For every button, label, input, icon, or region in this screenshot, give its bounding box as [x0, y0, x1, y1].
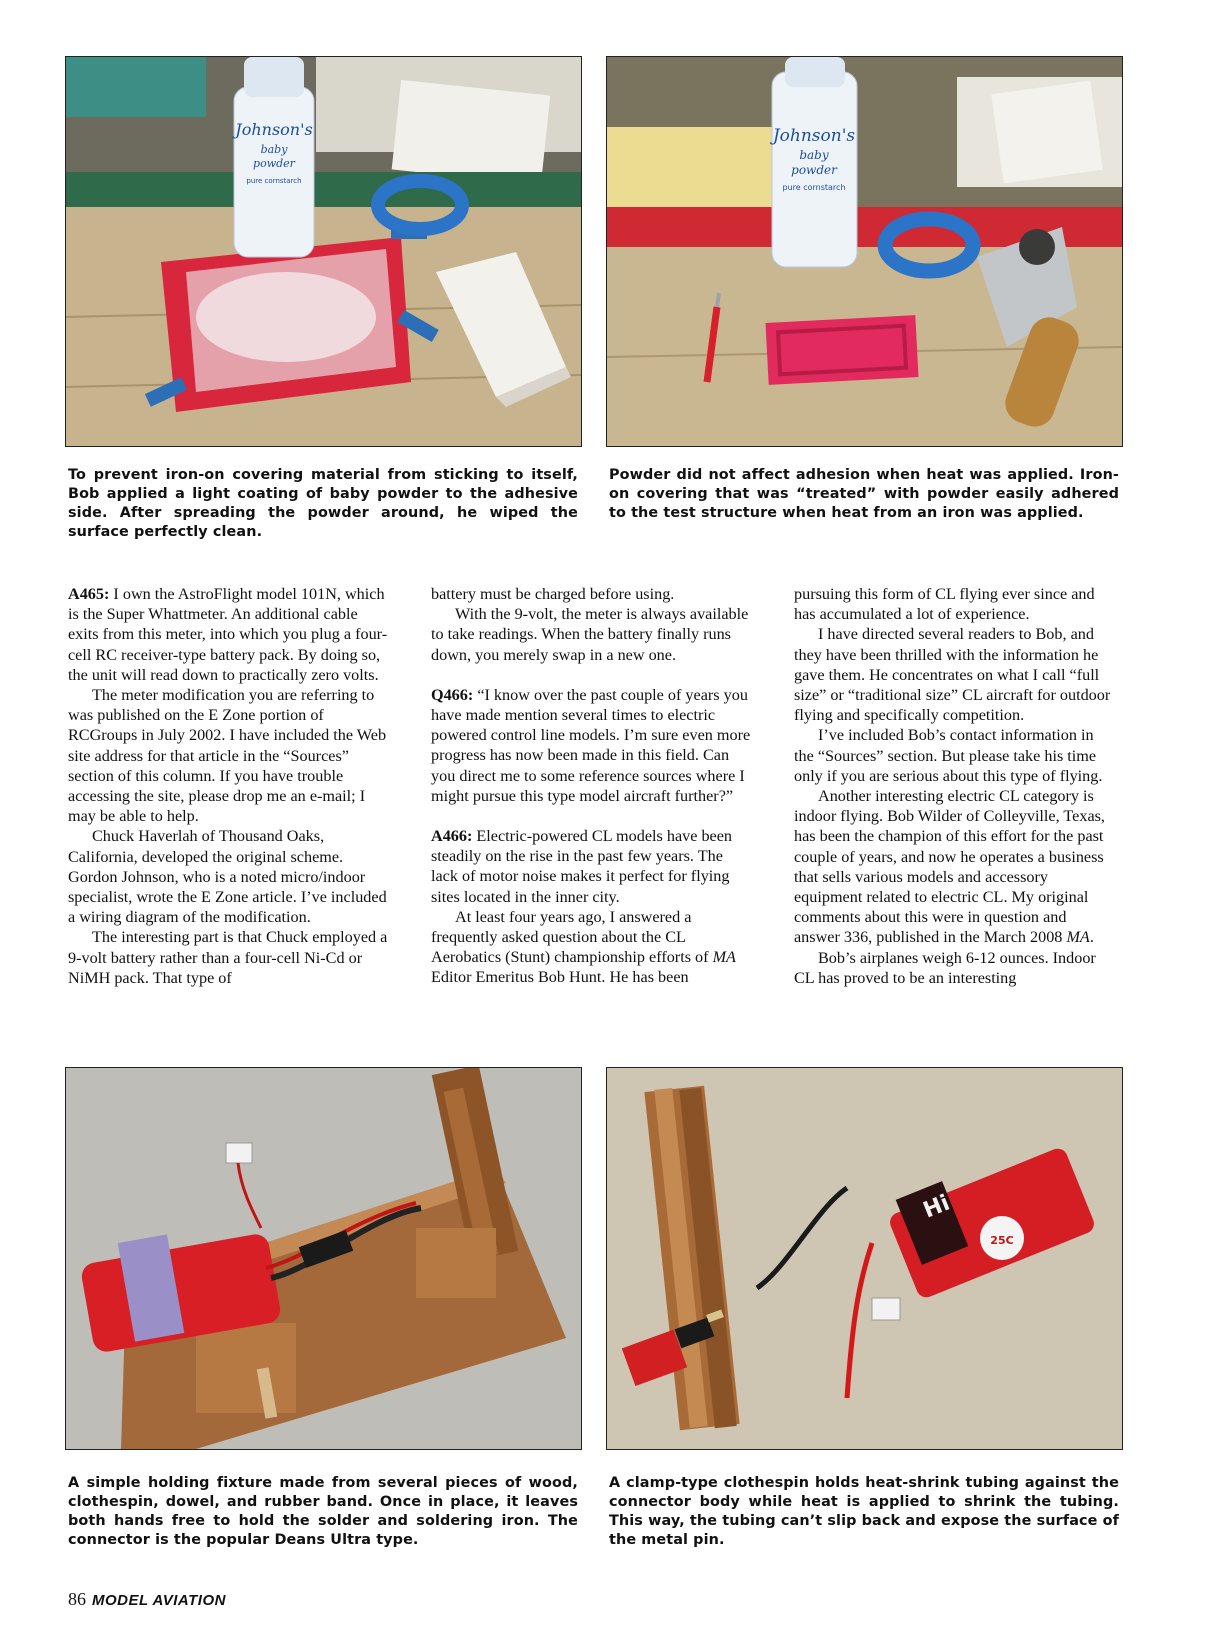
paragraph: The interesting part is that Chuck employed a 9-volt battery rather than a four-cell Ni-Cd or NiMH pack. That type of: [68, 928, 388, 987]
paragraph-text: At least four years ago, I answered a frequently asked question about the CL Aerobatics (Stunt) championship efforts of: [431, 907, 713, 967]
answer-466: [431, 826, 753, 907]
bottle-line2-text: powder: [253, 157, 295, 170]
paragraph: With the 9-volt, the meter is always available to take readings. When the battery finally runs down, you merely swap in a new one.: [431, 605, 749, 664]
paragraph-text: Editor Emeritus Bob Hunt. He has been: [431, 968, 689, 987]
paragraph-text: Another interesting electric CL category is indoor flying. Bob Wilder of Colleyville, Texas, has been the champion of this effort for the past couple of years, and now he operates a business that sells various models and accessory equipment related to electric CL. My original comments about this were in question and answer 336, published in the March 2008: [794, 787, 1105, 947]
bottle-line1-text: baby: [799, 148, 829, 162]
caption-top-right: Powder did not affect adhesion when heat was applied. Iron-on covering that was “treated” with powder easily adhered to the test structure when heat from an iron was applied.: [609, 467, 1119, 521]
question-466-label: Q466:: [431, 685, 474, 704]
caption-top-left: To prevent iron-on covering material from sticking to itself, Bob applied a light coating of baby powder to the adhesive side. After spreading the powder around, he wiped the surface perfectly clean.: [68, 467, 578, 540]
caption-bottom-right: A clamp-type clothespin holds heat-shrink tubing against the connector body while heat is applied to shrink the tubing. This way, the tubing can’t slip back and expose the surface of the metal pin.: [609, 1475, 1119, 1548]
caption-bottom-left: A simple holding fixture made from several pieces of wood, clothespin, dowel, and rubber band. Once in place, it leaves both hands free to hold the solder and soldering iron. The connector is the popular Deans Ultra type.: [68, 1475, 578, 1548]
page-footer: [68, 1589, 226, 1610]
bottle-line1-text: baby: [260, 143, 288, 156]
question-466: [431, 685, 753, 806]
bottle-line2-text: powder: [791, 163, 837, 177]
answer-466-label: A466:: [431, 827, 473, 846]
paragraph: [794, 786, 1116, 948]
answer-465-text: I own the AstroFlight model 101N, which is the Super Whattmeter. An additional cable exits from this meter, into which you plug a four-cell RC receiver-type battery pack. By doing so, the unit will read down to practically zero volts.: [68, 585, 388, 684]
photo-iron-on-test-structure: [606, 56, 1123, 447]
magazine-abbrev: MA: [1066, 928, 1090, 947]
article-column-2: [431, 584, 753, 988]
magazine-abbrev: MA: [712, 948, 736, 967]
bottle-brand-text: Johnson's: [235, 120, 313, 139]
bottle-line3-text: pure cornstarch: [246, 177, 302, 185]
bottle-brand-text: Johnson's: [772, 126, 856, 146]
photo-baby-powder-on-covering: [65, 56, 582, 447]
answer-465: [68, 584, 390, 685]
page-number: 86: [68, 1589, 86, 1609]
magazine-name: MODEL AVIATION: [92, 1592, 226, 1609]
answer-466-text: Electric-powered CL models have been steadily on the rise in the past few years. The lack of motor noise makes it perfect for flying sites located in the inner city.: [431, 827, 733, 906]
answer-465-label: A465:: [68, 585, 110, 603]
article-column-3: [794, 584, 1116, 988]
photo-clothespin-heat-shrink: [606, 1067, 1123, 1450]
question-466-text: “I know over the past couple of years you have made mention several times to electric powered control line models. I’m sure even more progress has now been made in this field. Can you direct me to some reference sources where I might pursue this type model aircraft further?”: [431, 685, 751, 805]
paragraph-text: .: [1089, 928, 1094, 947]
photo-soldering-fixture: [65, 1067, 582, 1450]
paragraph: Chuck Haverlah of Thousand Oaks, California, developed the original scheme. Gordon Johnson, who is a noted micro/indoor specialist, wrote the E Zone article. I’ve included a wiring diagram of the modification.: [68, 827, 387, 927]
paragraph: battery must be charged before using.: [431, 585, 675, 603]
battery-label-text: Hi: [919, 1190, 954, 1224]
paragraph: pursuing this form of CL flying ever since and has accumulated a lot of experience.: [794, 585, 1095, 624]
battery-rate-text: 25C: [990, 1234, 1014, 1247]
paragraph: I have directed several readers to Bob, and they have been thrilled with the information he gave them. He concentrates on what I call “full size” or “traditional size” CL aircraft for outdoor flying and specifically competition.: [794, 625, 1111, 725]
bottle-line3-text: pure cornstarch: [782, 183, 846, 192]
paragraph: The meter modification you are referring to was published on the E Zone portion of RCGroups in July 2002. I have included the Web site address for that article in the “Sources” section of this column. If you have trouble accessing the site, please drop me an e-mail; I may be able to help.: [68, 686, 387, 826]
paragraph: Bob’s airplanes weigh 6-12 ounces. Indoor CL has proved to be an interesting: [794, 948, 1096, 987]
paragraph: [431, 907, 753, 988]
article-column-1: [68, 584, 390, 988]
paragraph: I’ve included Bob’s contact information in the “Sources” section. But please take his time only if you are serious about this type of flying.: [794, 726, 1103, 785]
